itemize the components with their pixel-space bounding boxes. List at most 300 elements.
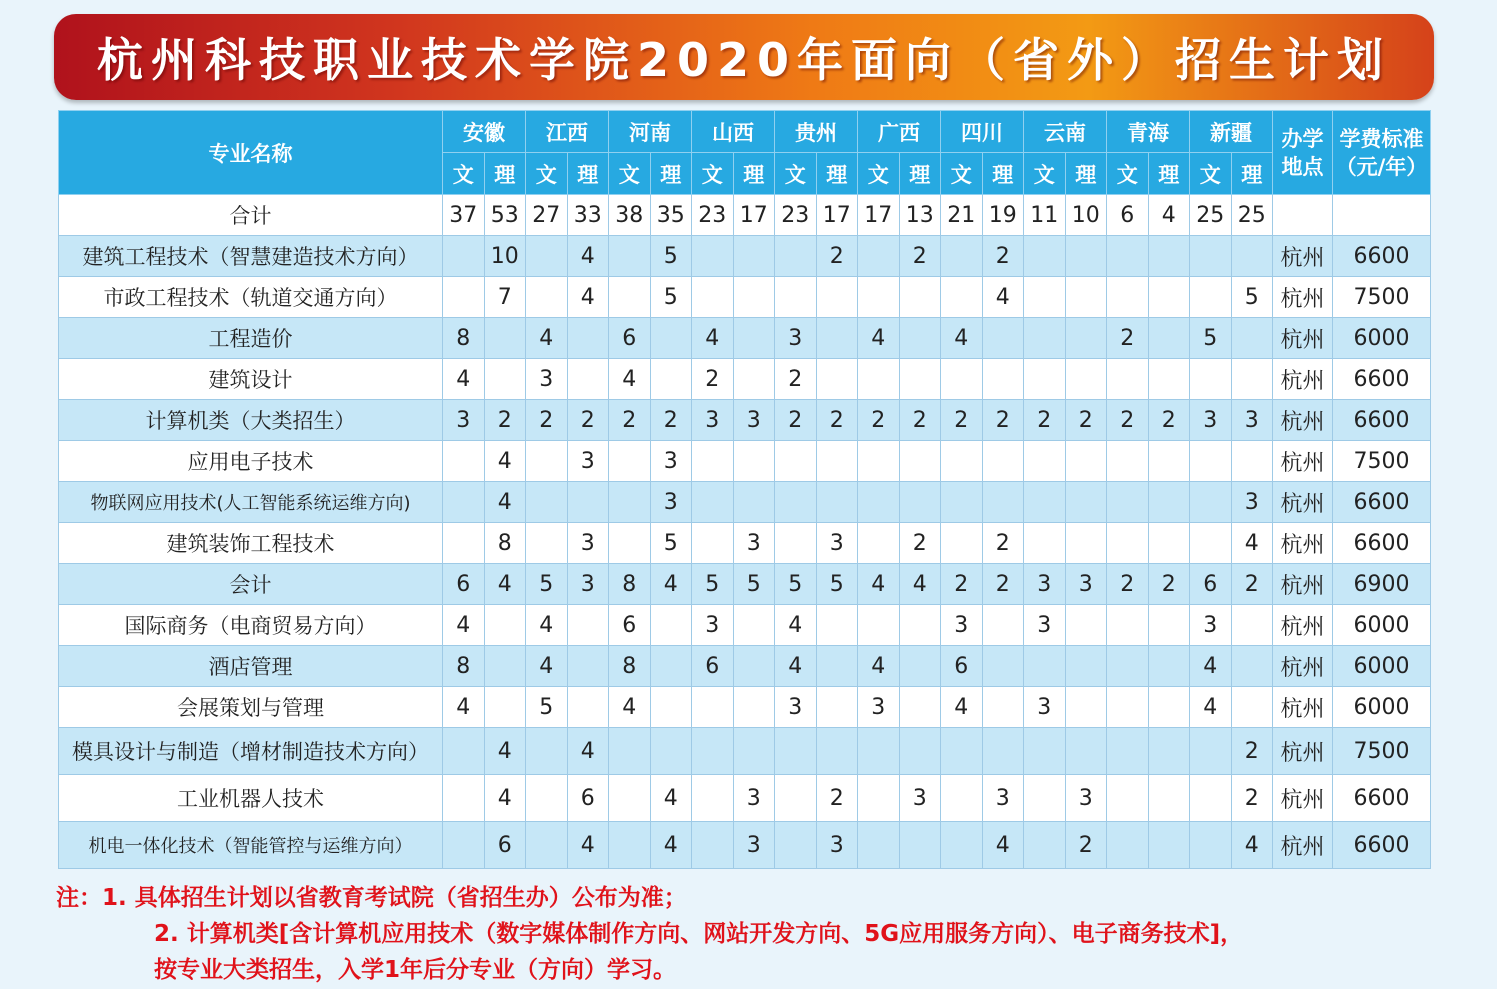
quota-cell: 2 [816,236,858,277]
quota-cell [1024,277,1066,318]
quota-cell: 4 [484,728,526,775]
location-cell: 杭州 [1273,359,1333,400]
quota-cell: 3 [899,775,941,822]
quota-cell [733,687,775,728]
table-row [59,318,1431,359]
quota-cell [899,822,941,869]
quota-cell: 2 [775,359,817,400]
quota-cell: 3 [692,400,734,441]
quota-cell: 3 [941,605,983,646]
quota-cell: 33 [567,195,609,236]
stream-header-li: 理 [816,153,858,195]
quota-cell: 35 [650,195,692,236]
quota-cell [443,523,485,564]
quota-cell [609,775,651,822]
quota-cell: 2 [858,400,900,441]
quota-cell [1148,482,1190,523]
quota-cell [733,728,775,775]
location-cell: 杭州 [1273,277,1333,318]
quota-cell [899,482,941,523]
province-header: 青海 [1107,111,1190,153]
table-row [59,822,1431,869]
fee-cell: 6000 [1333,318,1431,359]
quota-cell: 3 [733,400,775,441]
quota-cell [567,359,609,400]
quota-cell [692,775,734,822]
quota-cell: 2 [982,564,1024,605]
quota-cell [858,441,900,482]
quota-cell: 2 [567,400,609,441]
location-cell [1273,195,1333,236]
quota-cell [858,236,900,277]
fee-cell: 6600 [1333,523,1431,564]
quota-cell: 6 [941,646,983,687]
quota-cell [858,605,900,646]
quota-cell [692,523,734,564]
quota-cell: 3 [650,482,692,523]
quota-cell: 4 [1190,687,1232,728]
quota-cell: 10 [484,236,526,277]
enrollment-plan-table [58,110,1431,869]
quota-cell: 3 [775,687,817,728]
quota-cell [650,605,692,646]
quota-cell [1107,775,1149,822]
quota-cell [1190,482,1232,523]
quota-cell [775,523,817,564]
quota-cell [858,359,900,400]
quota-cell [858,277,900,318]
major-name-cell: 建筑装饰工程技术 [59,523,443,564]
quota-cell: 4 [526,605,568,646]
fee-cell [1333,195,1431,236]
fee-cell: 7500 [1333,277,1431,318]
table-row [59,441,1431,482]
quota-cell [816,441,858,482]
quota-cell [733,646,775,687]
quota-cell [484,318,526,359]
location-cell: 杭州 [1273,441,1333,482]
quota-cell [692,482,734,523]
quota-cell [775,482,817,523]
quota-cell: 5 [692,564,734,605]
notes-section [56,880,1446,988]
major-name-cell: 工程造价 [59,318,443,359]
quota-cell [650,359,692,400]
quota-cell [941,359,983,400]
major-name-cell: 酒店管理 [59,646,443,687]
quota-cell: 2 [899,236,941,277]
quota-cell [650,687,692,728]
province-header: 安徽 [443,111,526,153]
quota-cell: 3 [1065,775,1107,822]
quota-cell: 4 [692,318,734,359]
table-row [59,359,1431,400]
quota-cell: 4 [899,564,941,605]
quota-cell: 5 [1231,277,1273,318]
quota-cell [899,359,941,400]
quota-cell [982,318,1024,359]
table-body [59,195,1431,869]
quota-cell: 4 [775,646,817,687]
quota-cell: 2 [1065,822,1107,869]
quota-cell: 3 [858,687,900,728]
quota-cell [1107,605,1149,646]
quota-cell [609,728,651,775]
quota-cell [692,236,734,277]
quota-cell [775,775,817,822]
quota-cell: 6 [443,564,485,605]
quota-cell [941,236,983,277]
quota-cell [816,318,858,359]
quota-cell: 2 [1231,728,1273,775]
quota-cell [1065,236,1107,277]
quota-cell [609,523,651,564]
quota-cell: 4 [1148,195,1190,236]
quota-cell [941,482,983,523]
quota-cell: 4 [1231,523,1273,564]
quota-cell [1065,605,1107,646]
quota-cell [1148,441,1190,482]
quota-cell [941,441,983,482]
stream-header-wen: 文 [1190,153,1232,195]
quota-cell [609,236,651,277]
stream-header-li: 理 [1231,153,1273,195]
quota-cell: 4 [484,441,526,482]
quota-cell [1024,318,1066,359]
quota-cell: 8 [443,318,485,359]
quota-cell: 4 [982,822,1024,869]
quota-cell [650,728,692,775]
quota-cell [526,482,568,523]
quota-cell [484,646,526,687]
quota-cell: 2 [816,400,858,441]
quota-cell [443,728,485,775]
quota-cell: 2 [1107,318,1149,359]
quota-cell: 4 [443,687,485,728]
quota-cell: 21 [941,195,983,236]
stream-header-li: 理 [1148,153,1190,195]
fee-cell: 6600 [1333,775,1431,822]
header-row-provinces [59,111,1431,153]
quota-cell: 3 [1231,482,1273,523]
quota-cell: 27 [526,195,568,236]
quota-cell [1065,482,1107,523]
quota-cell: 5 [650,523,692,564]
quota-cell: 4 [650,775,692,822]
quota-cell [733,277,775,318]
quota-cell [1024,728,1066,775]
quota-cell: 2 [650,400,692,441]
quota-cell: 2 [1231,775,1273,822]
location-cell: 杭州 [1273,523,1333,564]
quota-cell [1190,822,1232,869]
quota-cell [899,728,941,775]
quota-cell [1190,441,1232,482]
quota-cell [775,236,817,277]
quota-cell [1190,775,1232,822]
quota-cell [982,687,1024,728]
quota-cell [941,775,983,822]
location-cell: 杭州 [1273,728,1333,775]
stream-header-li: 理 [1065,153,1107,195]
quota-cell: 13 [899,195,941,236]
quota-cell: 2 [526,400,568,441]
stream-header-wen: 文 [1107,153,1149,195]
quota-cell [858,822,900,869]
quota-cell: 6 [484,822,526,869]
quota-cell [1107,277,1149,318]
quota-cell [858,482,900,523]
quota-cell [1024,482,1066,523]
quota-cell [1148,646,1190,687]
quota-cell: 17 [816,195,858,236]
quota-cell: 7 [484,277,526,318]
location-cell: 杭州 [1273,687,1333,728]
quota-cell [1148,277,1190,318]
quota-cell: 4 [443,359,485,400]
quota-cell [1148,775,1190,822]
quota-cell: 3 [1190,400,1232,441]
major-name-cell: 工业机器人技术 [59,775,443,822]
quota-cell [1107,236,1149,277]
quota-cell: 2 [1148,400,1190,441]
quota-cell: 4 [858,646,900,687]
quota-cell: 3 [733,822,775,869]
quota-cell [816,646,858,687]
table-row [59,775,1431,822]
quota-cell [982,728,1024,775]
major-column-header: 专业名称 [59,111,443,195]
quota-cell [982,482,1024,523]
major-name-cell: 应用电子技术 [59,441,443,482]
quota-cell [816,605,858,646]
location-cell: 杭州 [1273,400,1333,441]
quota-cell [1231,318,1273,359]
title-banner [54,14,1434,100]
stream-header-li: 理 [650,153,692,195]
quota-cell: 3 [1024,605,1066,646]
major-name-cell: 合计 [59,195,443,236]
quota-cell: 2 [816,775,858,822]
quota-cell: 4 [443,605,485,646]
quota-cell: 4 [650,822,692,869]
quota-cell: 5 [650,277,692,318]
quota-cell: 5 [1190,318,1232,359]
quota-cell [941,523,983,564]
fee-cell: 6900 [1333,564,1431,605]
quota-cell: 4 [484,482,526,523]
quota-cell: 4 [609,687,651,728]
quota-cell: 5 [650,236,692,277]
quota-cell [816,687,858,728]
table-row [59,236,1431,277]
stream-header-wen: 文 [609,153,651,195]
quota-cell [1190,728,1232,775]
stream-header-li: 理 [982,153,1024,195]
quota-cell: 2 [692,359,734,400]
quota-cell: 6 [692,646,734,687]
quota-cell [692,728,734,775]
quota-cell: 3 [733,523,775,564]
quota-cell [899,441,941,482]
quota-cell [609,277,651,318]
stream-header-wen: 文 [775,153,817,195]
table-row [59,687,1431,728]
quota-cell [1190,236,1232,277]
table-row [59,195,1431,236]
quota-cell [1065,523,1107,564]
quota-cell [567,318,609,359]
quota-cell [1148,605,1190,646]
quota-cell: 4 [982,277,1024,318]
quota-cell: 8 [443,646,485,687]
quota-cell [443,441,485,482]
quota-cell: 5 [816,564,858,605]
fee-cell: 7500 [1333,441,1431,482]
quota-cell: 2 [899,523,941,564]
quota-cell [775,728,817,775]
quota-cell [1024,359,1066,400]
location-cell: 杭州 [1273,646,1333,687]
quota-cell [1024,236,1066,277]
quota-cell: 3 [526,359,568,400]
quota-cell [1107,482,1149,523]
quota-cell [1231,605,1273,646]
stream-header-wen: 文 [526,153,568,195]
quota-cell: 23 [775,195,817,236]
quota-cell: 2 [1024,400,1066,441]
quota-cell: 3 [1024,564,1066,605]
quota-cell [733,236,775,277]
fee-cell: 6600 [1333,400,1431,441]
quota-cell [899,646,941,687]
quota-cell [775,822,817,869]
quota-cell [1107,441,1149,482]
quota-cell [1024,523,1066,564]
location-column-header: 办学地点 [1273,111,1333,195]
stream-header-wen: 文 [941,153,983,195]
quota-cell [1024,775,1066,822]
quota-cell [1065,277,1107,318]
quota-cell [982,605,1024,646]
location-cell: 杭州 [1273,482,1333,523]
quota-cell: 6 [609,605,651,646]
fee-cell: 6000 [1333,687,1431,728]
quota-cell: 3 [1024,687,1066,728]
quota-cell [526,441,568,482]
quota-cell: 4 [526,318,568,359]
quota-cell: 6 [609,318,651,359]
quota-cell: 2 [775,400,817,441]
quota-cell: 4 [858,564,900,605]
quota-cell [1065,728,1107,775]
quota-cell: 3 [982,775,1024,822]
fee-column-header: 学费标准（元/年） [1333,111,1431,195]
quota-cell [816,728,858,775]
quota-cell [816,277,858,318]
table-row [59,400,1431,441]
quota-cell: 2 [1107,400,1149,441]
province-header: 河南 [609,111,692,153]
quota-cell [899,277,941,318]
quota-cell: 38 [609,195,651,236]
quota-cell [1231,236,1273,277]
quota-cell: 3 [733,775,775,822]
quota-cell: 4 [858,318,900,359]
stream-header-li: 理 [733,153,775,195]
quota-cell: 3 [1190,605,1232,646]
table-row [59,482,1431,523]
quota-cell: 17 [733,195,775,236]
quota-cell [941,728,983,775]
quota-cell: 4 [775,605,817,646]
quota-cell [1065,441,1107,482]
table-row [59,605,1431,646]
quota-cell [899,605,941,646]
quota-cell [941,822,983,869]
quota-cell: 4 [567,236,609,277]
quota-cell [1190,359,1232,400]
quota-cell [526,775,568,822]
quota-cell [1231,441,1273,482]
quota-cell: 6 [567,775,609,822]
quota-cell: 2 [982,400,1024,441]
note-line-2: 2. 计算机类[含计算机应用技术（数字媒体制作方向、网站开发方向、5G应用服务方向）、电子商务技术]， [154,921,1244,947]
quota-cell [526,822,568,869]
quota-cell [1231,359,1273,400]
fee-cell: 6000 [1333,646,1431,687]
quota-cell [609,822,651,869]
fee-cell: 7500 [1333,728,1431,775]
quota-cell: 5 [526,564,568,605]
quota-cell [733,482,775,523]
quota-cell: 5 [775,564,817,605]
quota-cell [1065,687,1107,728]
quota-cell [1148,728,1190,775]
quota-cell [567,482,609,523]
fee-cell: 6600 [1333,822,1431,869]
quota-cell: 19 [982,195,1024,236]
quota-cell [899,318,941,359]
quota-cell: 2 [1148,564,1190,605]
province-header: 四川 [941,111,1024,153]
quota-cell [567,687,609,728]
stream-header-li: 理 [484,153,526,195]
quota-cell: 25 [1231,195,1273,236]
quota-cell [899,687,941,728]
quota-cell [526,728,568,775]
major-name-cell: 国际商务（电商贸易方向） [59,605,443,646]
quota-cell [1107,728,1149,775]
table-row [59,523,1431,564]
quota-cell [733,441,775,482]
stream-header-wen: 文 [443,153,485,195]
stream-header-li: 理 [899,153,941,195]
quota-cell: 8 [609,564,651,605]
major-name-cell: 市政工程技术（轨道交通方向） [59,277,443,318]
quota-cell: 3 [775,318,817,359]
quota-cell [1148,359,1190,400]
quota-cell: 2 [484,400,526,441]
major-name-cell: 机电一体化技术（智能管控与运维方向） [59,822,443,869]
location-cell: 杭州 [1273,564,1333,605]
quota-cell [443,482,485,523]
quota-cell [1065,646,1107,687]
quota-cell [858,775,900,822]
quota-cell [443,277,485,318]
location-cell: 杭州 [1273,822,1333,869]
quota-cell [484,359,526,400]
